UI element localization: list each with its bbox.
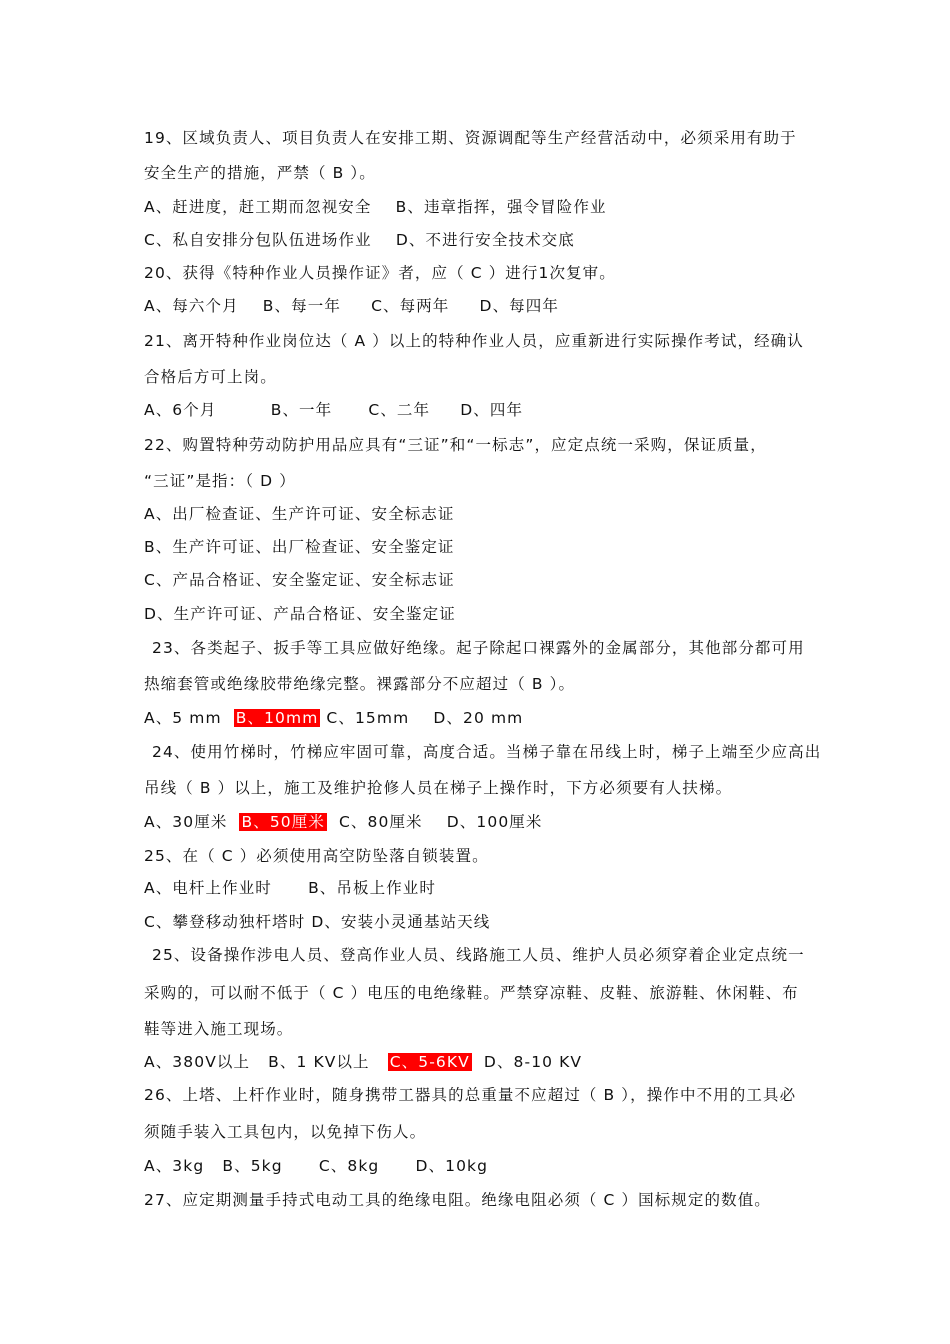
q21-stem-line1: 21、离开特种作业岗位达（ A ）以上的特种作业人员，应重新进行实际操作考试，经确认 — [144, 332, 804, 350]
q26-options: A、3kg B、5kg C、8kg D、10kg — [144, 1157, 489, 1175]
q25b-options — [144, 1051, 824, 1073]
q24-options — [144, 811, 824, 833]
q26-stem-line1: 26、上塔、上杆作业时，随身携带工器具的总重量不应超过（ B ），操作中不用的工具必 — [144, 1086, 797, 1104]
q22-option-a: A、出厂检查证、生产许可证、安全标志证 — [144, 505, 455, 523]
q24-option-rest: C、80厘米 D、100厘米 — [326, 813, 543, 831]
q21-stem-line2: 合格后方可上岗。 — [144, 368, 277, 386]
q25b-stem-line1: 25、设备操作涉电人员、登高作业人员、线路施工人员、维护人员必须穿着企业定点统一 — [152, 946, 805, 964]
q24-option-b-highlighted: B、50厘米 — [241, 813, 325, 831]
q19-stem-line2: 安全生产的措施，严禁（ B ）。 — [144, 164, 376, 182]
q20-stem: 20、获得《特种作业人员操作证》者，应（ C ）进行1次复审。 — [144, 264, 616, 282]
q25a-stem: 25、在（ C ）必须使用高空防坠落自锁装置。 — [144, 847, 489, 865]
q25b-stem-line2: 采购的，可以耐不低于（ C ）电压的电绝缘鞋。严禁穿凉鞋、皮鞋、旅游鞋、休闲鞋、布 — [144, 984, 799, 1002]
q23-option-a: A、5 mm — [144, 709, 234, 727]
q25b-option-c-highlighted: C、5-6KV — [389, 1053, 470, 1071]
q23-option-rest: C、15mm D、20 mm — [320, 709, 524, 727]
q19-stem-line1: 19、区域负责人、项目负责人在安排工期、资源调配等生产经营活动中，必须采用有助于 — [144, 129, 797, 147]
q24-option-a: A、30厘米 — [144, 813, 240, 831]
q22-stem-line1: 22、购置特种劳动防护用品应具有“三证”和“一标志”，应定点统一采购，保证质量， — [144, 436, 767, 454]
q22-stem-line2: “三证”是指：（ D ） — [144, 472, 296, 490]
q19-options-cd: C、私自安排分包队伍进场作业 D、不进行安全技术交底 — [144, 231, 575, 249]
q22-option-b: B、生产许可证、出厂检查证、安全鉴定证 — [144, 538, 455, 556]
q21-options: A、6个月 B、一年 C、二年 D、四年 — [144, 401, 524, 419]
q24-stem-line1: 24、使用竹梯时，竹梯应牢固可靠，高度合适。当梯子靠在吊线上时，梯子上端至少应高出 — [152, 743, 822, 761]
q23-stem-line1: 23、各类起子、扳手等工具应做好绝缘。起子除起口裸露外的金属部分，其他部分都可用 — [152, 639, 805, 657]
q25b-option-d: D、8-10 KV — [471, 1053, 583, 1071]
q19-options-ab: A、赶进度，赶工期而忽视安全 B、违章指挥，强令冒险作业 — [144, 198, 607, 216]
q23-option-b-highlighted: B、10mm — [235, 709, 319, 727]
q25b-options-ab: A、380V以上 B、1 KV以上 — [144, 1053, 388, 1071]
q22-option-d: D、生产许可证、产品合格证、安全鉴定证 — [144, 605, 456, 623]
q20-options: A、每六个月 B、每一年 C、每两年 D、每四年 — [144, 297, 559, 315]
q23-stem-line2: 热缩套管或绝缘胶带绝缘完整。裸露部分不应超过（ B ）。 — [144, 675, 576, 693]
q22-option-c: C、产品合格证、安全鉴定证、安全标志证 — [144, 571, 455, 589]
q25a-options-ab: A、电杆上作业时 B、吊板上作业时 — [144, 879, 436, 897]
q23-options — [144, 707, 824, 729]
q27-stem: 27、应定期测量手持式电动工具的绝缘电阻。绝缘电阻必须（ C ）国标规定的数值。 — [144, 1191, 771, 1209]
q25b-stem-line3: 鞋等进入施工现场。 — [144, 1020, 294, 1038]
q25a-options-cd: C、攀登移动独杆塔时 D、安装小灵通基站天线 — [144, 913, 491, 931]
q24-stem-line2: 吊线（ B ）以上，施工及维护抢修人员在梯子上操作时，下方必须要有人扶梯。 — [144, 779, 733, 797]
q26-stem-line2: 须随手装入工具包内，以免掉下伤人。 — [144, 1123, 427, 1141]
